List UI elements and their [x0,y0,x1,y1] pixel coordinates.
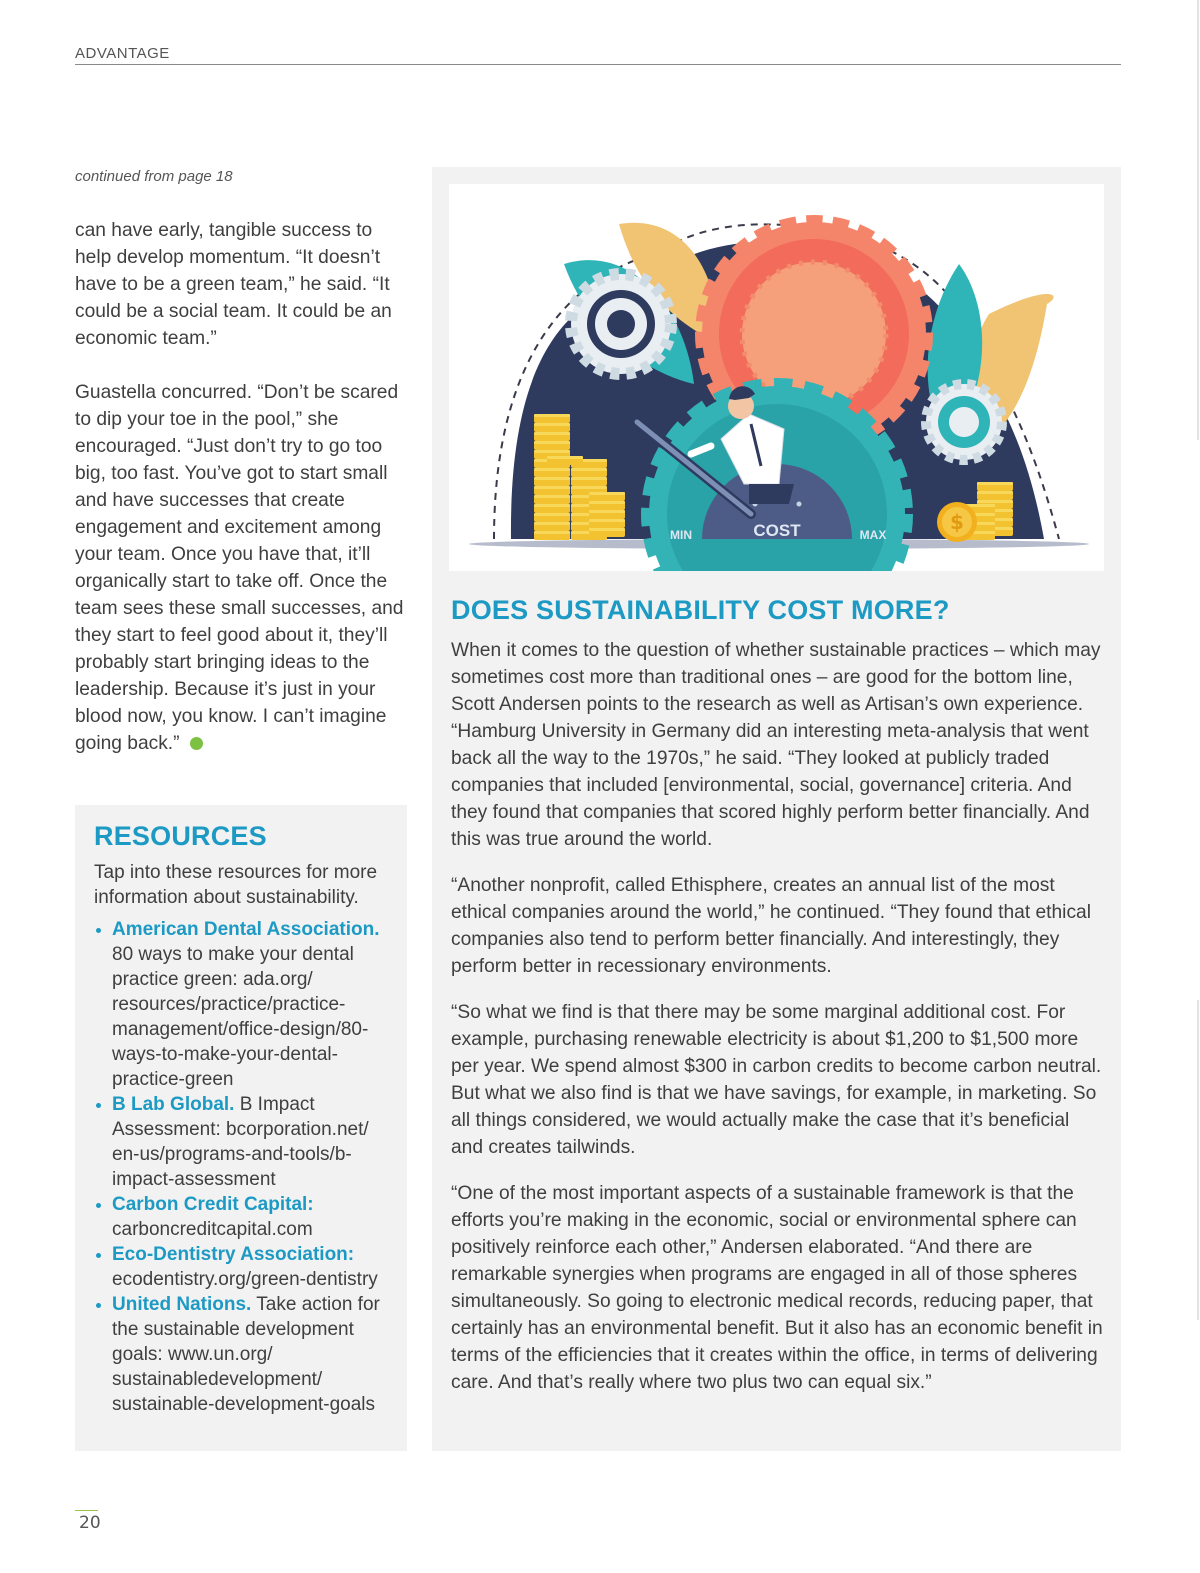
feature-paragraph: “So what we find is that there may be some marginal additional cost. For example, purchasing renewable electricity is about $1,200 to $1,500 more per year. We spend almost $300 in carbon credits to become carbon neutral. But what we also find is that we have savings, for example, in marketing. So all things considered, we would actually make the case that it’s beneficial and creates tailwinds. [451,1002,1102,1158]
left-gear [571,274,671,374]
svg-text:$: $ [950,510,964,534]
page-edge-line [1197,0,1199,440]
feature-paragraph: “Another nonprofit, called Ethisphere, creates an annual list of the most ethical companies around the world,” he continued. “They found that ethical companies also tend to perform better financially. And interestingly, they perform better in recessionary environments. [451,875,1091,977]
feature-title: DOES SUSTAINABILITY COST MORE? [451,595,950,625]
resource-detail: B Impact Assessment: bcorporation.net/ en-us/programs-and-tools/b-impact-assessment [112,1094,369,1190]
article-paragraph-text: Guastella concurred. “Don’t be scared to dip your toe in the pool,” she encouraged. “Just don’t try to go too big, too fast. You’ve got to start small and have successes that create engagement and excitement among your team. Once you have that, it’ll organically start to take off. Once the team sees these small successes, and they start to feel good about it, they’ll probably start bringing ideas to the leadership. Because it’s just in your blood now, you know. I can’t imagine going back.” [75,382,404,754]
page-number: 20 [79,1513,101,1533]
gauge-max-label: MAX [859,528,887,542]
gauge-label: COST [753,521,801,540]
resources-title: RESOURCES [94,821,267,851]
dollar-coin-icon [937,502,977,542]
feature-paragraph: “One of the most important aspects of a sustainable framework is that the efforts you’re making in the economic, social or environmental sphere can positively reinforce each other,” Andersen elaborated. “And there are remarkable synergies when programs are engaged in all of those spheres simultaneously. So going to electronic medical records, reducing paper, that certainly has an environmental benefit. But it also has an economic benefit in terms of the efficiencies that it creates within the office, in terms of delivering care. And that’s really where two plus two can equal six.” [451,1183,1103,1393]
page-edge-line [1197,1000,1199,1320]
gears-illustration-svg [449,184,1104,571]
resource-name[interactable]: United Nations. [112,1294,252,1315]
resource-detail: Take action for the sustainable development goals: www.un.org/ sustainabledevelopment/ sustainable-development-goals [112,1294,380,1415]
resource-item [94,1292,389,1417]
end-mark-icon [190,737,203,750]
resource-detail: carboncreditcapital.com [112,1219,313,1240]
article-paragraph: can have early, tangible success to help develop momentum. “It doesn’t have to be a green team,” he said. “It could be a social team. It could be an economic team.” [75,220,392,349]
resources-list [94,917,389,1417]
feature-body [451,637,1106,1415]
resource-detail: 80 ways to make your dental practice green: ada.org/ resources/practice/practice-management/office-design/80-ways-to-make-your-dental-practice-green [112,944,369,1090]
resource-item [94,917,389,1092]
resources-intro: Tap into these resources for more information about sustainability. [94,862,378,908]
footer-rule [75,1510,98,1511]
resource-name[interactable]: Eco-Dentistry Association: [112,1244,355,1265]
gauge-min-label: MIN [670,528,692,542]
resource-item [94,1192,389,1242]
article-paragraph [75,379,410,757]
right-gear [926,384,1002,460]
section-label: ADVANTAGE [75,45,170,62]
feature-paragraph: When it comes to the question of whether sustainable practices – which may sometimes cost more than traditional ones – are good for the bottom line, Scott Andersen points to the research as well as Artisan’s own experience. “Hamburg University in Germany did an interesting meta-analysis that went back all the way to the 1970s,” he said. “They looked at publicly traded companies that included [environmental, social, governance] criteria. And they found that companies that scored highly perform better financially. And this was true around the world. [451,640,1101,850]
resource-name[interactable]: American Dental Association. [112,919,380,940]
resource-name[interactable]: B Lab Global. [112,1094,235,1115]
continued-note: continued from page 18 [75,168,233,185]
resource-name[interactable]: Carbon Credit Capital: [112,1194,314,1215]
header-rule [75,64,1121,65]
resource-item [94,1092,389,1192]
feature-panel [432,167,1121,1451]
resources-box [75,805,407,1451]
resource-item [94,1242,389,1292]
resource-detail: ecodentistry.org/green-dentistry [112,1269,378,1290]
sustainability-cost-illustration [449,184,1104,571]
left-article-column [75,217,410,757]
